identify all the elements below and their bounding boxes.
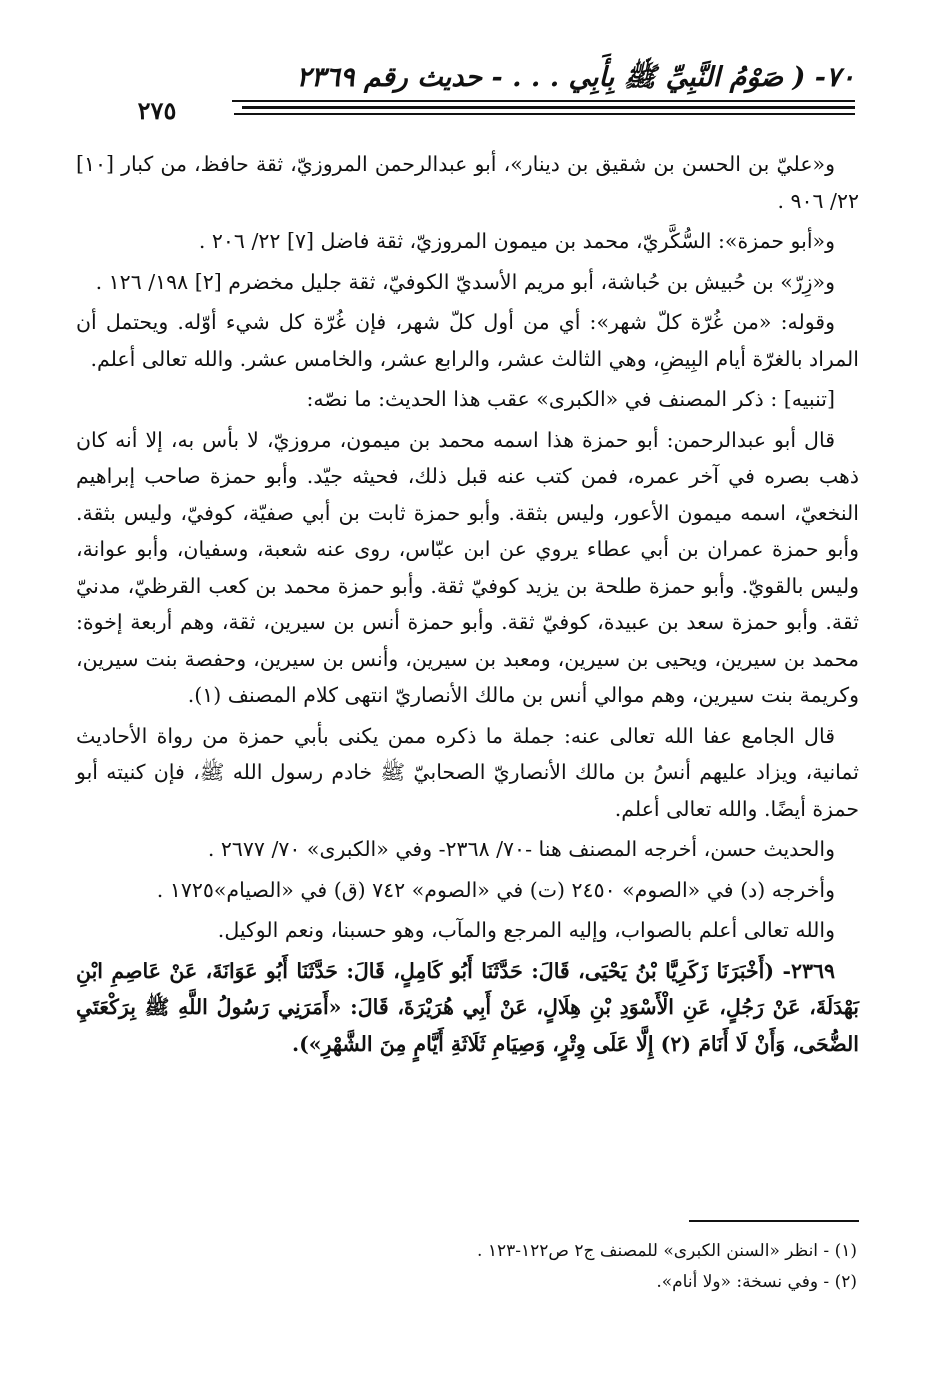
main-text [76,146,859,1066]
paragraph-compiler-note: قال الجامع عفا الله تعالى عنه: جملة ما ذكره ممن يكنى بأبي حمزة من رواة الأحاديث ثمانية، ويزاد عليهم أنسُ بن مالك الأنصاريّ الصحابيّ ﷺ خادم رسول الله ﷺ، فإن كنيته أبو حمزة أيضًا. والله تعالى أعلم. [76,723,859,821]
footnotes [76,1236,857,1298]
paragraph-author-quote: قال أبو عبدالرحمن: أبو حمزة هذا اسمه محمد بن ميمون، مروزيّ، لا بأس به، إلا أنه كان ذهب بصره في آخر عمره، فمن كتب عنه قبل ذلك، فحيثه جيّد. وأبو حمزة صاحب إبراهيم النخعيّ، اسمه ميمون الأعور، وليس بثقة. وأبو حمزة ثابت بن أبي صفيّة، كوفيّ، وليس بثقة. وأبو حمزة عمران بن أبي عطاء يروي عن ابن عبّاس، روى عنه شعبة، وسفيان، وأبو عوانة، وليس بالقويّ. وأبو حمزة طلحة بن يزيد كوفيّ ثقة. وأبو حمزة محمد بن كعب القرظيّ، مدنيّ ثقة. وأبو حمزة سعد بن عبيدة، كوفيّ ثقة. وأبو حمزة أنس بن سيرين، ثقة، وهم أربعة إخوة: محمد بن سيرين، ويحيى بن سيرين، ومعبد بن سيرين، وأنس بن سيرين، وحفصة بنت سيرين، وكريمة بنت سيرين، وهم موالي أنس بن مالك الأنصاريّ انتهى كلام المصنف (١). [76,427,859,707]
paragraph-hadith-2369: ٢٣٦٩- (أَخْبَرَنَا زَكَرِيَّا بْنُ يَحْيَى، قَالَ: حَدَّثَنَا أَبُو كَامِلٍ، قَالَ: حَدَّثَنَا أَبُو عَوَانَةَ، عَنْ عَاصِمِ ابْنِ بَهْدَلَةَ، عَنْ رَجُلٍ، عَنِ الْأَسْوَدِ بْنِ هِلَالٍ، عَنْ أَبِي هُرَيْرَةَ، قَالَ: «أَمَرَنِي رَسُولُ اللَّهِ ﷺ بِرَكْعَتَيِ الضُّحَى، وَأَنْ لَا أَنَامَ (٢) إِلَّا عَلَى وِتْرٍ، وَصِيَامِ ثَلَاثَةِ أَيَّامٍ مِنَ الشَّهْرِ»). [76,958,859,1056]
running-title: ٧٠- ( صَوْمُ النَّبِيِّ ﷺ بِأَبِي . . . - حديث رقم ٢٣٦٩ [296,62,855,93]
header-rule-bottom [234,113,855,115]
footnote-2: (٢) - وفي نسخة: «ولا أنام». [656,1272,857,1292]
paragraph-takhrij: وأخرجه (د) في «الصوم» ٢٤٥٠ (ت) في «الصوم» ٧٤٢ (ق) في «الصيام»١٧٢٥ . [156,877,835,902]
page-number: ٢٧٥ [82,96,232,125]
paragraph-narrator-abu-hamza: و«أبو حمزة»: السُّكَّريّ، محمد بن ميمون المروزيّ، ثقة فاضل [٧] ٢٢/ ٢٠٦ . [198,229,835,253]
paragraph-ghurra-explanation: وقوله: «من غُرّة كلّ شهر»: أي من أول كلّ شهر، فإن غُرّة كل شيء أوّله. ويحتمل أن المراد بالغرّة أيام البِيضِ، وهي الثالث عشر، والرابع عشر، والخامس عشر. والله تعالى أعلم. [76,310,859,371]
header-rule-middle [242,106,855,109]
footnote-1: (١) - انظر «السنن الكبرى» للمصنف ج٢ ص١٢٢-١٢٣ . [477,1241,857,1261]
page-header [82,58,855,125]
paragraph-tanbih: [تنبيه] : ذكر المصنف في «الكبرى» عقب هذا الحديث: ما نصّه: [306,387,835,411]
paragraph-hadith-grading: والحديث حسن، أخرجه المصنف هنا -٧٠/ ٢٣٦٨- وفي «الكبرى» ٧٠/ ٢٦٧٧ . [207,837,835,861]
paragraph-closing: والله تعالى أعلم بالصواب، وإليه المرجع والمآب، وهو حسبنا، ونعم الوكيل. [217,918,835,942]
footnote-separator [689,1220,859,1222]
paragraph-narrator-ali: و«عليّ بن الحسن بن شقيق بن دينار»، أبو عبدالرحمن المروزيّ، ثقة حافظ، من كبار [١٠] ٢٢/ ٩٠٦ . [76,152,859,213]
paragraph-narrator-zirr: و«زِرّ» بن حُبيش بن حُباشة، أبو مريم الأسديّ الكوفيّ، ثقة جليل مخضرم [٢] ١٩٨/ ١٢٦ . [95,269,835,294]
